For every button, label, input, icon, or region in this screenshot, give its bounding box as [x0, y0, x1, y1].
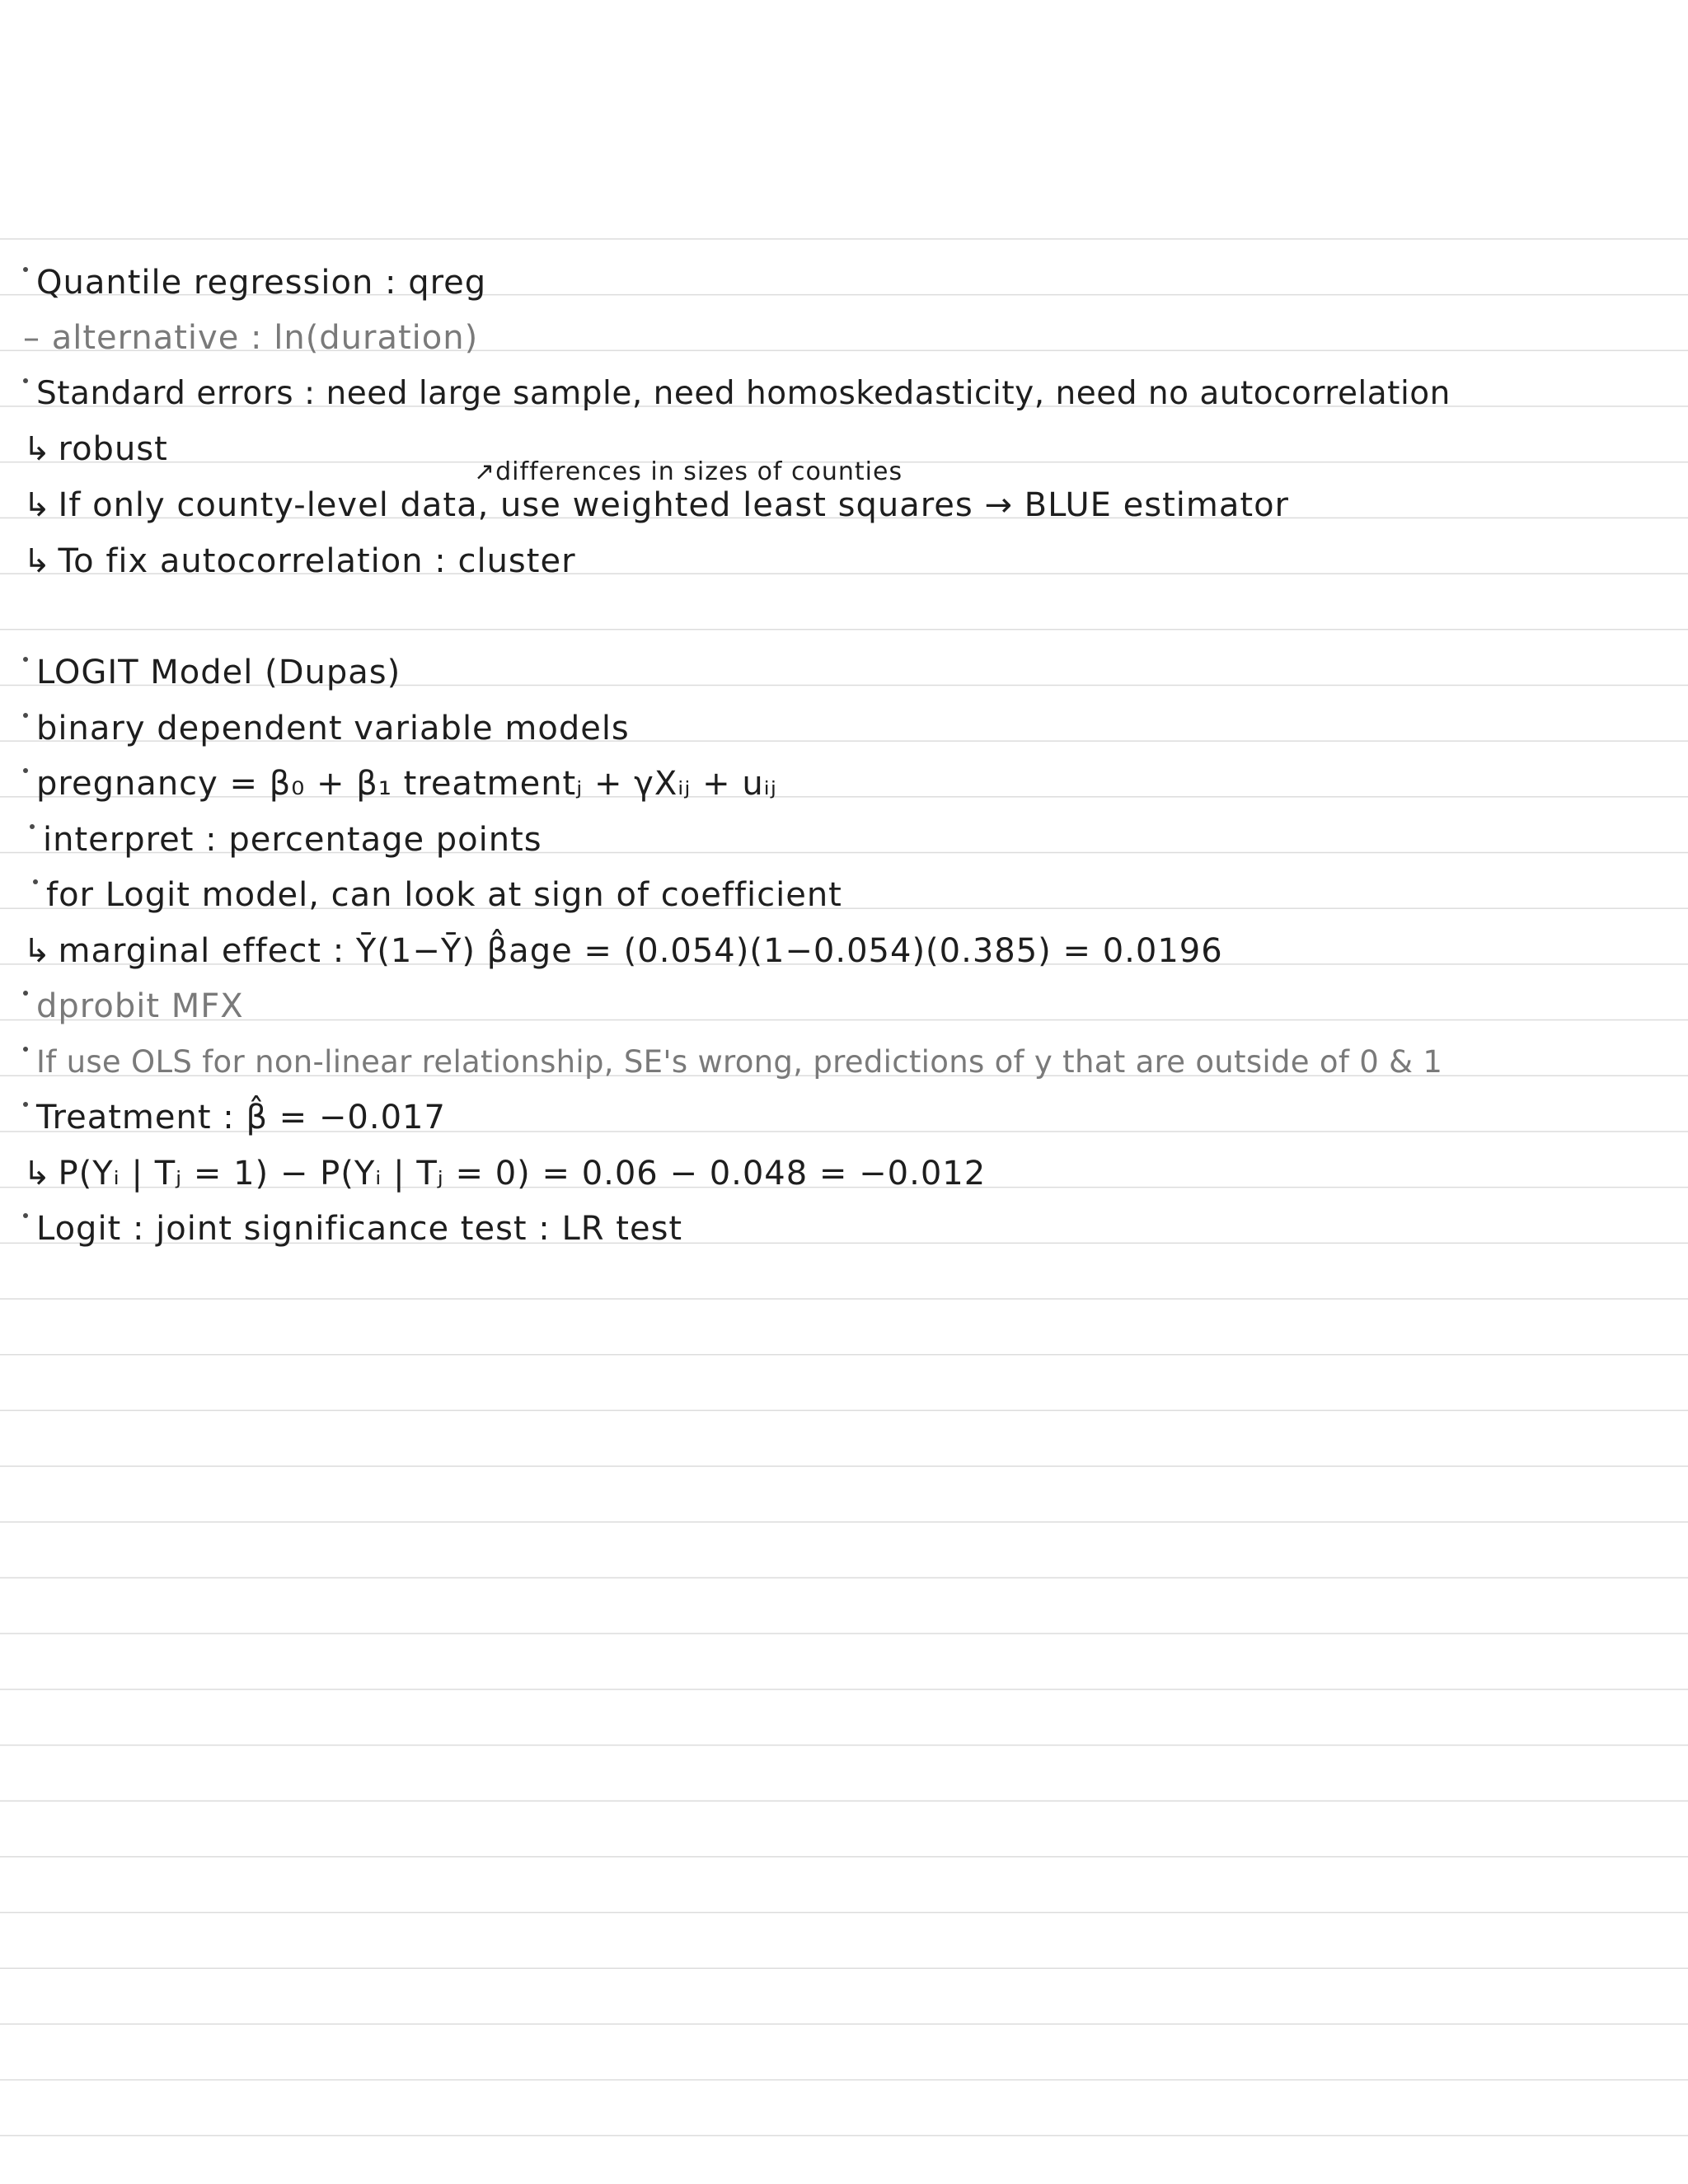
- bullet-dot: [23, 1102, 28, 1107]
- bullet-dot: [23, 267, 28, 272]
- note-line-logit-sign: for Logit model, can look at sign of coefficient: [33, 874, 842, 916]
- bullet-dot: [33, 879, 38, 884]
- note-line-county-data: ↳ If only county-level data, use weighted least squares → BLUE estimator: [23, 486, 1289, 524]
- bullet-dot: [30, 824, 35, 829]
- note-line-pregnancy-equation: pregnancy = β₀ + β₁ treatmentⱼ + γXᵢⱼ + uᵢⱼ: [23, 763, 777, 804]
- hook-arrow-icon: ↳: [23, 486, 52, 524]
- bullet-dot: [23, 768, 28, 773]
- bullet-dot: [23, 378, 28, 383]
- note-line-autocorrelation: ↳ To fix autocorrelation : cluster: [23, 542, 576, 580]
- hook-arrow-icon: ↳: [23, 542, 52, 580]
- note-line-ols-nonlinear: If use OLS for non-linear relationship, SE's wrong, predictions of y that are outside of 0 & 1: [23, 1042, 1442, 1083]
- hook-arrow-icon: ↳: [23, 430, 52, 468]
- note-line-treatment: Treatment : β̂ = −0.017: [23, 1097, 446, 1138]
- note-line-interpret: interpret : percentage points: [30, 819, 542, 860]
- note-line-lr-test: Logit : joint significance test : LR test: [23, 1208, 682, 1249]
- note-line-standard-errors: Standard errors : need large sample, need homoskedasticity, need no autocorrelation: [23, 373, 1451, 415]
- hook-arrow-icon: ↳: [23, 1155, 52, 1193]
- bullet-dot: [23, 991, 28, 996]
- hook-arrow-icon: ↳: [23, 932, 52, 970]
- note-line-probability-difference: ↳ P(Yᵢ | Tⱼ = 1) − P(Yᵢ | Tⱼ = 0) = 0.06 − 0.048 = −0.012: [23, 1155, 987, 1193]
- note-line-binary: binary dependent variable models: [23, 708, 630, 749]
- bullet-dot: [23, 713, 28, 718]
- note-annotation-counties: ↗differences in sizes of counties: [474, 457, 903, 486]
- bullet-dot: [23, 1213, 28, 1218]
- note-line-robust: ↳ robust: [23, 430, 168, 468]
- note-line-alternative: – alternative : ln(duration): [23, 319, 479, 357]
- note-line-dprobit: dprobit MFX: [23, 986, 244, 1027]
- note-line-logit-heading: LOGIT Model (Dupas): [23, 652, 401, 693]
- bullet-dot: [23, 657, 28, 662]
- bullet-dot: [23, 1047, 28, 1052]
- note-line-marginal-effect: ↳ marginal effect : Ȳ(1−Ȳ) β̂age = (0.054)(1−0.054)(0.385) = 0.0196: [23, 932, 1223, 970]
- note-line-quantile: Quantile regression : qreg: [23, 262, 486, 303]
